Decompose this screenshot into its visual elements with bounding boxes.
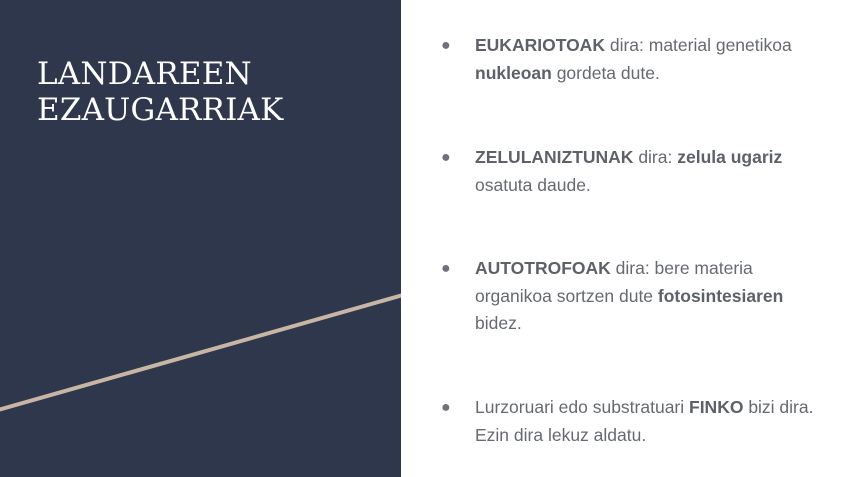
bullet-icon: ● [441, 399, 451, 416]
text-run: zelula ugariz [677, 147, 783, 167]
text-run: AUTOTROFOAK [475, 258, 611, 278]
text-run: dira: bere materia organikoa sortzen dute [475, 258, 753, 306]
text-run: FINKO [689, 397, 744, 417]
bullet-icon: ● [441, 37, 451, 54]
slide-title-line-2: EZAUGARRIAK [37, 92, 284, 128]
text-run: Lurzoruari edo substratuari [475, 397, 689, 417]
text-run: dira: material genetikoa [604, 35, 792, 55]
list-item-text [475, 144, 815, 199]
accent-line [0, 295, 401, 410]
list-item-text [475, 394, 815, 449]
text-run: nukleoan [475, 62, 552, 83]
text-run: bizi dira. Ezin dira lekuz aldatu. [475, 397, 814, 445]
text-run: fotosintesiaren [657, 285, 784, 306]
bullet-icon: ● [441, 260, 451, 277]
list-item-text [475, 32, 815, 87]
text-run: osatuta daude. [475, 174, 591, 195]
title-panel [0, 0, 401, 477]
text-run: dira: [633, 147, 678, 167]
slide-title-line-1: LANDAREEN [37, 56, 252, 92]
text-run: bidez. [475, 313, 522, 333]
slide-title [37, 56, 284, 128]
text-run: EUKARIOTOAK [475, 35, 605, 55]
list-item-text [475, 255, 815, 338]
text-run: gordeta dute. [551, 62, 660, 83]
text-run: ZELULANIZTUNAK [475, 147, 634, 167]
bullet-icon: ● [441, 149, 451, 166]
